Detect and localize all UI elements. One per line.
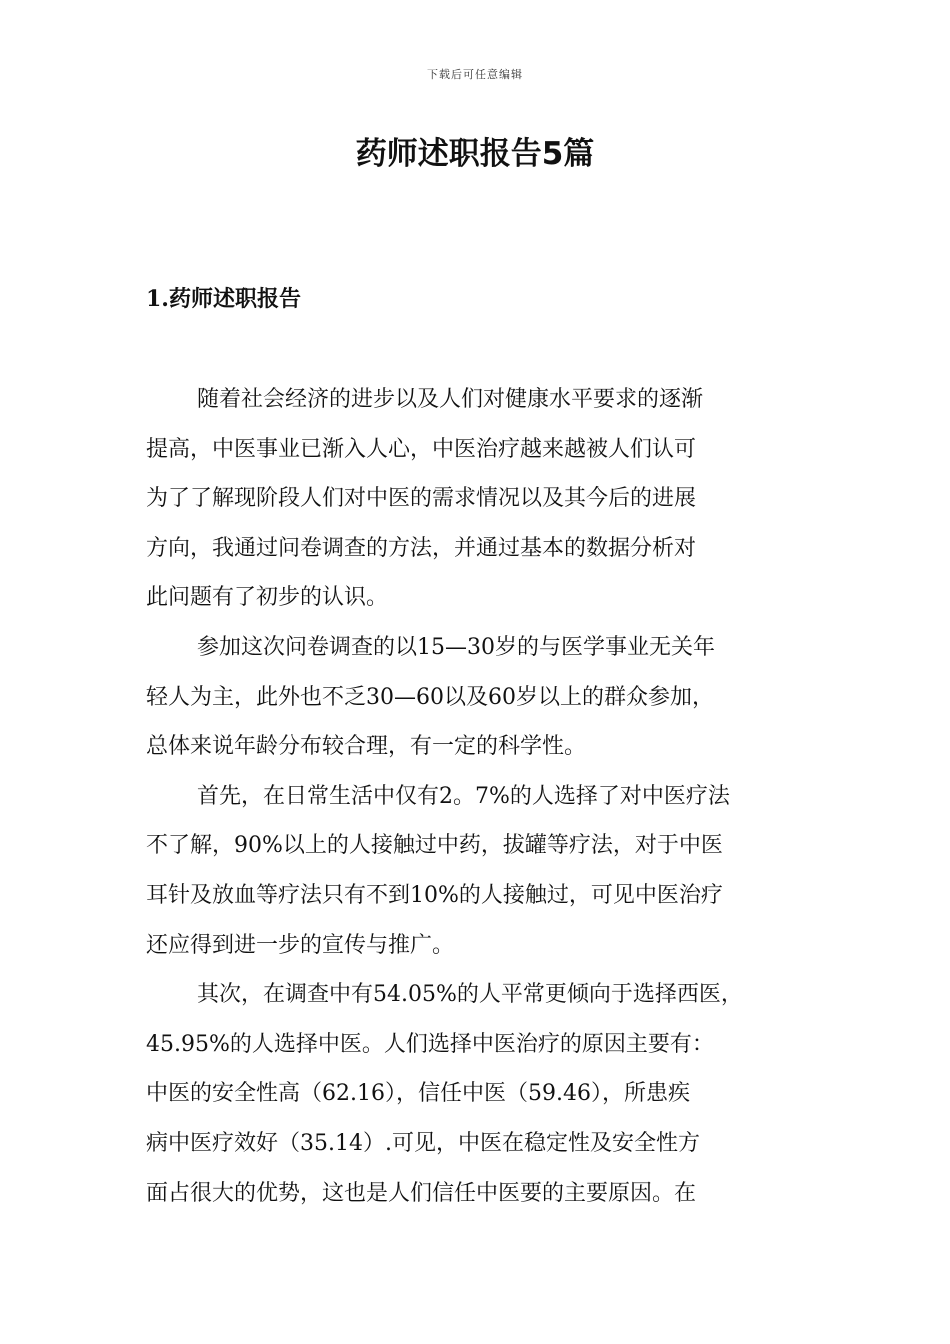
paragraph-line: 首先，在日常生活中仅有2。7%的人选择了对中医疗法	[197, 783, 730, 809]
document-title: 药师述职报告5篇	[355, 136, 595, 172]
paragraph-line: 耳针及放血等疗法只有不到10%的人接触过，可见中医治疗	[146, 882, 723, 908]
header-note: 下载后可任意编辑	[427, 68, 523, 81]
paragraph-line: 参加这次问卷调查的以15—30岁的与医学事业无关年	[197, 634, 715, 660]
paragraph-line: 轻人为主，此外也不乏30—60以及60岁以上的群众参加，	[146, 684, 714, 710]
paragraph-line: 面占很大的优势，这也是人们信任中医要的主要原因。在	[146, 1180, 697, 1206]
paragraph-line: 提高，中医事业已渐入人心，中医治疗越来越被人们认可	[146, 436, 697, 462]
paragraph-line: 45.95%的人选择中医。人们选择中医治疗的原因主要有：	[146, 1031, 714, 1057]
body-text	[146, 375, 818, 1218]
paragraph-line: 为了了解现阶段人们对中医的需求情况以及其今后的进展	[146, 486, 697, 512]
paragraph-line: 中医的安全性高（62.16），信任中医（59.46），所患疾	[146, 1081, 690, 1107]
paragraph-line: 不了解，90%以上的人接触过中药，拔罐等疗法，对于中医	[146, 833, 723, 859]
paragraph-line: 总体来说年龄分布较合理，有一定的科学性。	[146, 734, 587, 760]
section-heading: 1.药师述职报告	[146, 286, 301, 312]
paragraph-line: 此问题有了初步的认识。	[146, 585, 389, 611]
paragraph-line: 还应得到进一步的宣传与推广。	[146, 932, 455, 958]
paragraph-line: 病中医疗效好（35.14）.可见，中医在稳定性及安全性方	[146, 1130, 700, 1156]
paragraph-line: 其次，在调查中有54.05%的人平常更倾向于选择西医，	[197, 982, 743, 1008]
paragraph-line: 随着社会经济的进步以及人们对健康水平要求的逐渐	[197, 387, 704, 412]
paragraph-line: 方向，我通过问卷调查的方法，并通过基本的数据分析对	[146, 535, 697, 561]
